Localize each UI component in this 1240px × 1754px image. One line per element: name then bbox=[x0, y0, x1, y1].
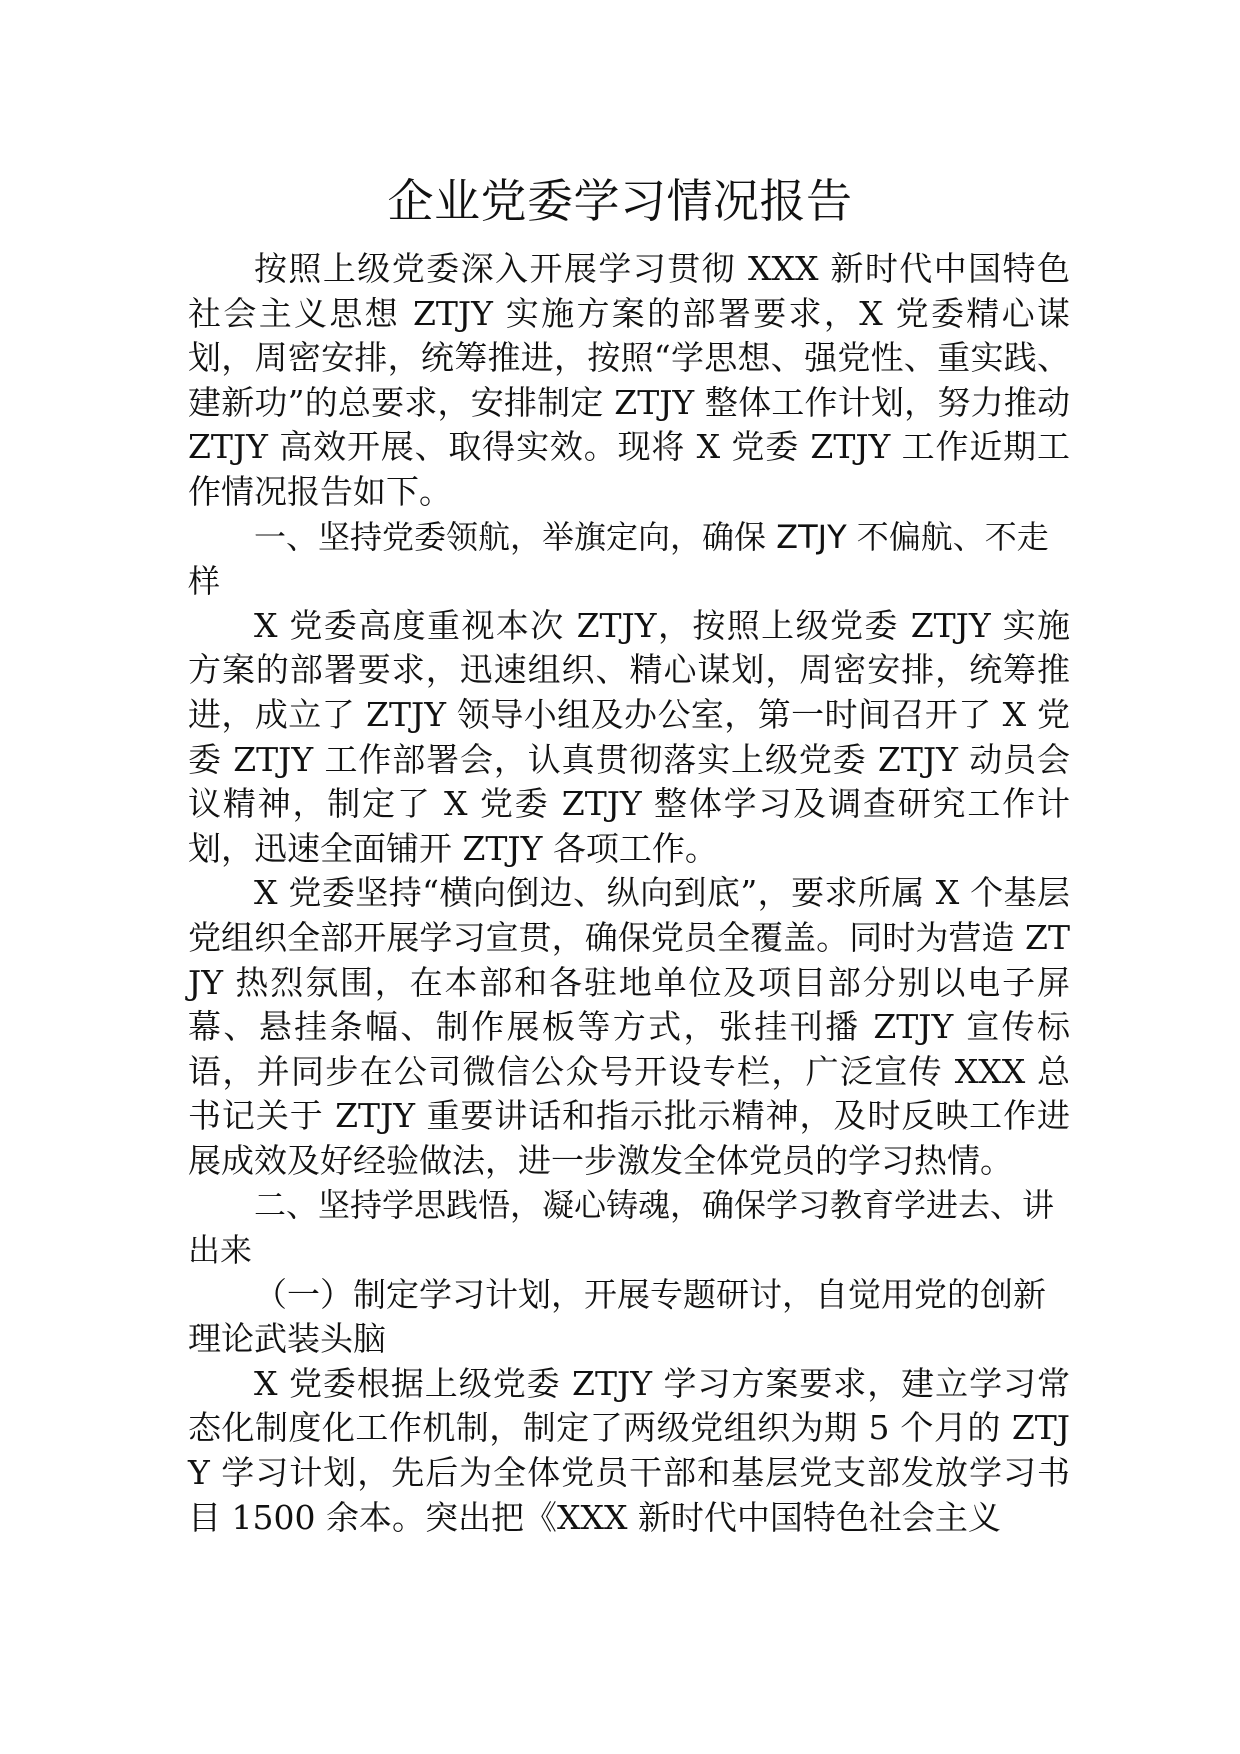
document-body bbox=[188, 247, 1070, 1540]
section-heading-1: 一、坚持党委领航，举旗定向，确保 ZTJY 不偏航、不走样 bbox=[188, 517, 1049, 601]
body-paragraph: X 党委高度重视本次 ZTJY，按照上级党委 ZTJY 实施方案的部署要求，迅速组织、精心谋划，周密安排，统筹推进，成立了 ZTJY 领导小组及办公室，第一时间召开了 X 党委 ZTJY 工作部署会，认真贯彻落实上级党委 ZTJY 动员会议精神，制定了 X 党委 ZTJY 整体学习及调查研究工作计划，迅速全面铺开 ZTJY 各项工作。 bbox=[188, 605, 1070, 868]
subsection-heading-1: （一）制定学习计划，开展专题研讨，自觉用党的创新理论武装头脑 bbox=[188, 1274, 1046, 1359]
body-paragraph: X 党委坚持“横向倒边、纵向到底”，要求所属 X 个基层党组织全部开展学习宣贯，确保党员全覆盖。同时为营造 ZTJY 热烈氛围，在本部和各驻地单位及项目部分别以电子屏幕、悬挂条幅、制作展板等方式，张挂刊播 ZTJY 宣传标语，并同步在公司微信公众号开设专栏，广泛宣传 XXX 总书记关于 ZTJY 重要讲话和指示批示精神，及时反映工作进展成效及好经验做法，进一步激发全体党员的学习热情。 bbox=[188, 873, 1070, 1180]
body-paragraph: X 党委根据上级党委 ZTJY 学习方案要求，建立学习常态化制度化工作机制，制定了两级党组织为期 5 个月的 ZTJY 学习计划，先后为全体党员干部和基层党支部发放学习书目 1500 余本。突出把《XXX 新时代中国特色社会主义 bbox=[188, 1363, 1070, 1537]
document-title: 企业党委学习情况报告 bbox=[387, 174, 853, 228]
intro-paragraph: 按照上级党委深入开展学习贯彻 XXX 新时代中国特色社会主义思想 ZTJY 实施方案的部署要求，X 党委精心谋划，周密安排，统筹推进，按照“学思想、强党性、重实践、建新功”的总要求，安排制定 ZTJY 整体工作计划，努力推动 ZTJY 高效开展、取得实效。现将 X 党委 ZTJY 工作近期工作情况报告如下。 bbox=[188, 249, 1070, 511]
section-heading-2: 二、坚持学思践悟，凝心铸魂，确保学习教育学进去、讲出来 bbox=[188, 1186, 1055, 1270]
